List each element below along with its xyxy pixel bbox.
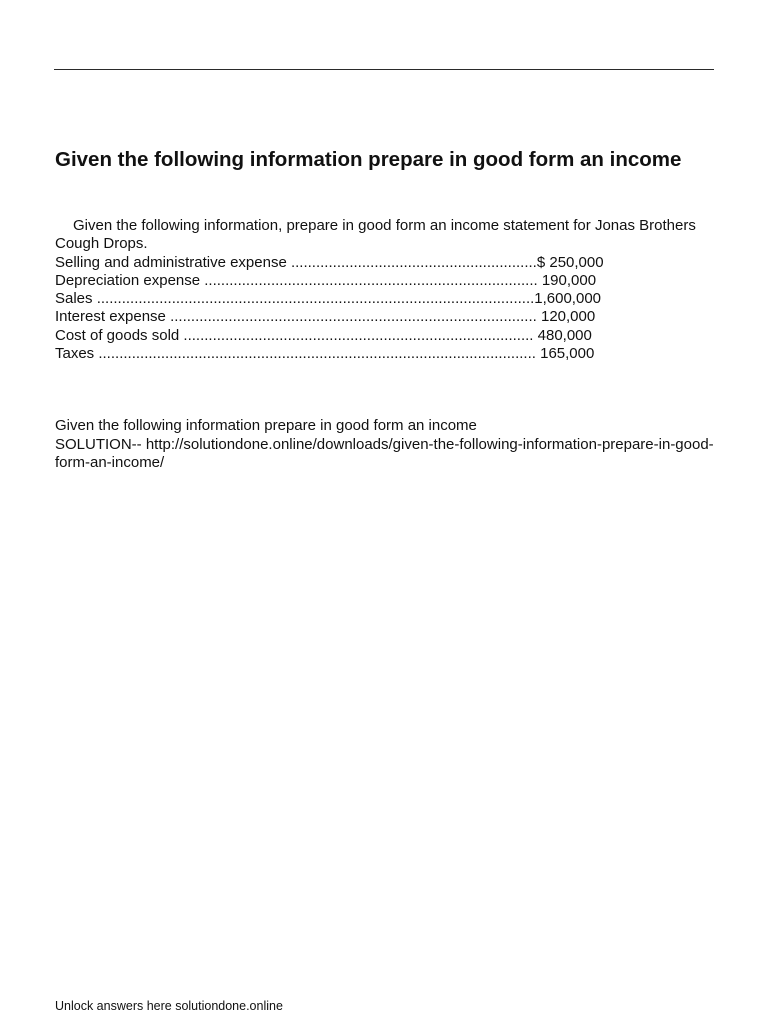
expense-line: Interest expense ........................................................................................ 120,000 [55, 308, 596, 326]
expense-line: Selling and administrative expense ...........................................................$ 250,000 [55, 253, 604, 271]
expense-line: Sales .........................................................................................................1,600,000 [55, 290, 602, 308]
solution-section [55, 417, 715, 473]
document-title: Given the following information prepare in good form an income [55, 148, 682, 171]
expense-line: Cost of goods sold .................................................................................... 480,000 [55, 326, 592, 344]
top-divider [54, 69, 714, 70]
question-body [55, 217, 715, 363]
expense-list [55, 254, 715, 364]
expense-line: Taxes ......................................................................................................... 165,000 [55, 345, 595, 363]
solution-link[interactable]: SOLUTION-- http://solutiondone.online/downloads/given-the-following-information-prepare-in-good-form-an-income/ [55, 435, 714, 471]
question-intro-text: Given the following information, prepare in good form an income statement for Jonas Brothers Cough Drops. [55, 217, 696, 253]
footer-text: Unlock answers here solutiondone.online [55, 999, 283, 1013]
solution-heading: Given the following information prepare in good form an income [55, 417, 477, 434]
question-intro [55, 217, 715, 254]
expense-line: Depreciation expense ................................................................................ 190,000 [55, 271, 597, 289]
